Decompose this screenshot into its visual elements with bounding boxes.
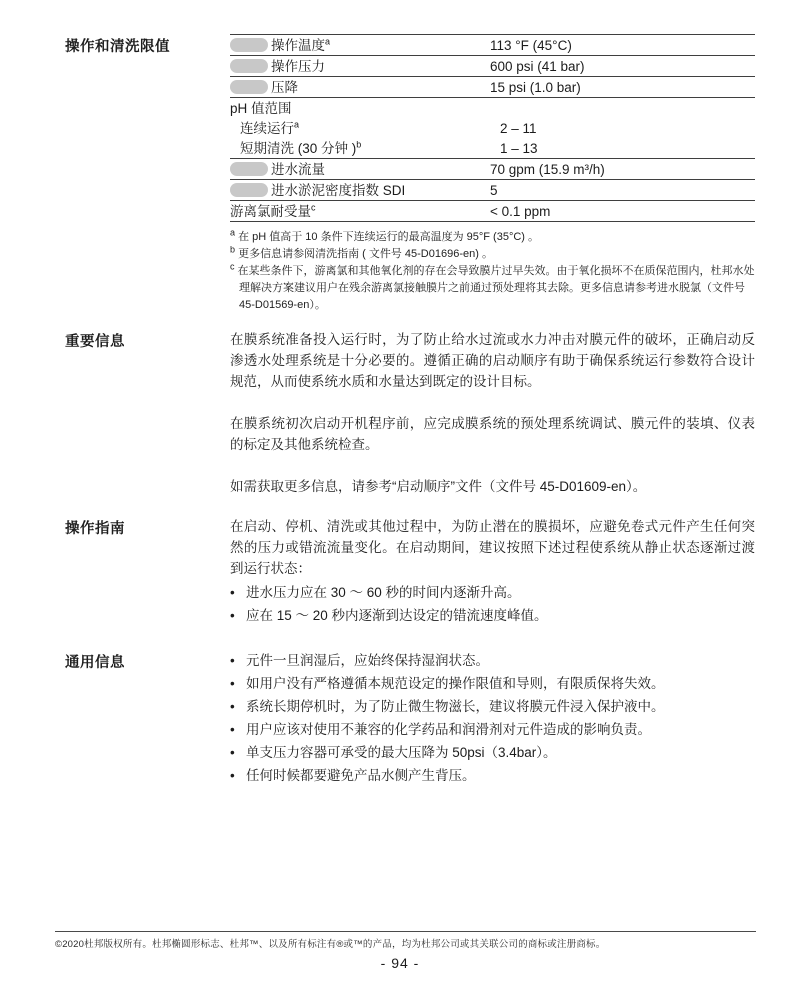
section-operating-guide	[65, 516, 755, 628]
operating-guide-intro: 在启动、停机、清洗或其他过程中，为防止潜在的膜损坏，应避免卷式元件产生任何突然的压力或错流流量变化。在启动期间，建议按照下述过程使系统从静止状态逐渐过渡到运行状态：	[230, 519, 755, 576]
bullet-item	[230, 650, 755, 671]
bullet-dot: •	[230, 608, 235, 623]
redaction-blob	[230, 80, 268, 94]
bullet-dot: •	[230, 699, 235, 714]
table-row	[230, 56, 755, 77]
bullet-item	[230, 719, 755, 740]
row-value: 15 psi (1.0 bar)	[490, 79, 581, 95]
footer-copyright: ©2020杜邦版权所有。杜邦椭圆形标志、杜邦™、以及所有标注有®或™的产品，均为杜邦公司或其关联公司的商标或注册商标。	[55, 939, 606, 950]
bullet-text: 进水压力应在 30 ～ 60 秒的时间内逐渐升高。	[246, 585, 521, 600]
row-value: < 0.1 ppm	[490, 203, 551, 219]
section-title-operating-limits: 操作和清洗限值	[65, 39, 170, 55]
row-value: 600 psi (41 bar)	[490, 58, 585, 74]
limits-table	[230, 34, 755, 222]
table-row	[230, 201, 755, 222]
bullet-dot: •	[230, 585, 235, 600]
row-value: 70 gpm (15.9 m³/h)	[490, 161, 605, 177]
table-row	[230, 138, 755, 159]
redaction-blob	[230, 59, 268, 73]
section-title-general-info: 通用信息	[65, 655, 125, 671]
table-footnote: $^a$ 在 pH 值高于 10 条件下连续运行的最高温度为 95°F (35°C) 。	[230, 227, 540, 243]
row-label: 进水流量	[230, 159, 490, 180]
redaction-blob	[230, 183, 268, 197]
bullet-text: 任何时候都要避免产品水侧产生背压。	[246, 768, 476, 783]
bullet-item	[230, 582, 755, 603]
row-label: 游离氯耐受量$^c$	[230, 202, 316, 219]
row-value: 113 °F (45°C)	[490, 37, 572, 53]
redaction-blob	[230, 38, 268, 52]
table-footnote: $^c$ 在某些条件下，游离氯和其他氧化剂的存在会导致膜片过早失效。由于氧化损坏不在质保范围内，杜邦水处理解决方案建议用户在残余游离氯接触膜片之前通过预处理将其去除。更多信息请参考进水脱氯（文件号 45-D01569-en）。	[230, 261, 755, 311]
redaction-blob	[230, 162, 268, 176]
general-info-bullets	[230, 650, 755, 786]
important-info-paragraph: 如需获取更多信息，请参考“启动顺序”文件（文件号 45-D01609-en）。	[230, 479, 647, 494]
section-title-important-info: 重要信息	[65, 334, 125, 350]
bullet-dot: •	[230, 722, 235, 737]
bullet-text: 元件一旦润湿后，应始终保持湿润状态。	[246, 653, 489, 668]
page-content	[65, 34, 755, 788]
bullet-dot: •	[230, 745, 235, 760]
bullet-item	[230, 696, 755, 717]
row-value: 1 – 13	[500, 140, 538, 156]
bullet-dot: •	[230, 653, 235, 668]
bullet-text: 用户应该对使用不兼容的化学药品和润滑剂对元件造成的影响负责。	[246, 722, 651, 737]
row-label: 操作温度$^a$	[230, 35, 490, 56]
page-number: - 94 -	[380, 955, 420, 971]
bullet-item	[230, 605, 755, 626]
section-operating-limits	[65, 34, 755, 314]
section-important-info	[65, 329, 755, 497]
row-label: 进水淤泥密度指数 SDI	[230, 180, 490, 201]
row-label: 连续运行$^a$	[240, 119, 300, 136]
bullet-item	[230, 673, 755, 694]
bullet-text: 应在 15 ～ 20 秒内逐渐到达设定的错流速度峰值。	[246, 608, 548, 623]
table-row	[230, 77, 755, 98]
section-general-info	[65, 650, 755, 788]
table-row	[230, 98, 755, 118]
table-row	[230, 35, 755, 56]
bullet-item	[230, 742, 755, 763]
bullet-text: 单支压力容器可承受的最大压降为 50psi（3.4bar）。	[246, 745, 557, 760]
bullet-item	[230, 765, 755, 786]
row-label: 短期清洗 (30 分钟 )$^b$	[240, 139, 362, 156]
footer-divider	[55, 931, 756, 932]
table-row	[230, 180, 755, 201]
row-label: pH 值范围	[230, 100, 292, 116]
row-label: 压降	[230, 77, 490, 98]
limits-footnotes	[230, 229, 755, 314]
table-row	[230, 118, 755, 138]
row-label: 操作压力	[230, 56, 490, 77]
table-footnote: $^b$ 更多信息请参阅清洗指南 ( 文件号 45-D01696-en) 。	[230, 244, 493, 260]
row-value: 2 – 11	[500, 120, 537, 136]
operating-guide-bullets	[230, 582, 755, 626]
important-info-body	[230, 329, 755, 497]
important-info-paragraph: 在膜系统准备投入运行时，为了防止给水过流或水力冲击对膜元件的破坏，正确启动反渗透水处理系统是十分必要的。遵循正确的启动顺序有助于确保系统运行参数符合设计规范，从而使系统水质和水量达到既定的设计目标。	[230, 332, 755, 389]
bullet-dot: •	[230, 768, 235, 783]
bullet-text: 如用户没有严格遵循本规范设定的操作限值和导则，有限质保将失效。	[246, 676, 665, 691]
row-value: 5	[490, 182, 498, 198]
table-row	[230, 159, 755, 180]
important-info-paragraph: 在膜系统初次启动开机程序前，应完成膜系统的预处理系统调试、膜元件的装填、仪表的标定及其他系统检查。	[230, 416, 755, 452]
bullet-dot: •	[230, 676, 235, 691]
section-title-operating-guide: 操作指南	[65, 521, 125, 537]
bullet-text: 系统长期停机时，为了防止微生物滋长，建议将膜元件浸入保护液中。	[246, 699, 665, 714]
